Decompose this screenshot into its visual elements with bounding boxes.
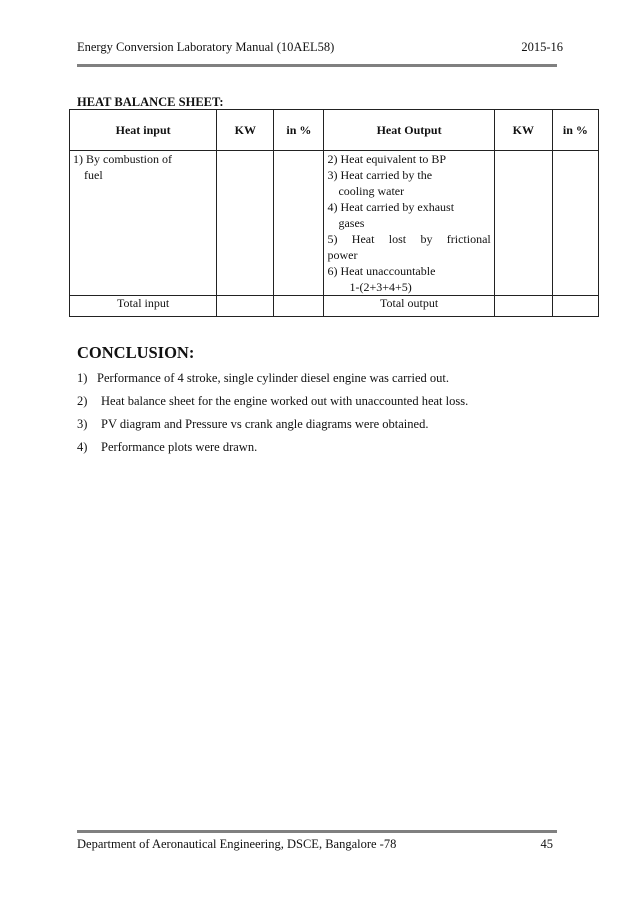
input-line: 1) By combustion of bbox=[73, 152, 172, 166]
heat-output-cell bbox=[324, 151, 494, 296]
list-item: 4) Performance plots were drawn. bbox=[77, 440, 258, 454]
input-line: fuel bbox=[84, 168, 103, 182]
academic-year: 2015-16 bbox=[521, 40, 563, 54]
col-heat-input: Heat input bbox=[70, 110, 217, 151]
header-divider bbox=[77, 64, 557, 67]
manual-title: Energy Conversion Laboratory Manual (10AEL58) bbox=[77, 40, 335, 54]
page-header bbox=[77, 40, 563, 58]
col-heat-output: Heat Output bbox=[324, 110, 494, 151]
col-percent-output: in % bbox=[552, 110, 598, 151]
output-line: 4) Heat carried by exhaust bbox=[327, 200, 455, 214]
output-line: gases bbox=[338, 216, 365, 230]
output-line: 2) Heat equivalent to BP bbox=[327, 152, 447, 166]
output-line: cooling water bbox=[338, 184, 405, 198]
kw-input-cell bbox=[217, 151, 274, 296]
total-output-cell: Total output bbox=[324, 296, 494, 317]
total-input-cell: Total input bbox=[70, 296, 217, 317]
output-line-justified: 5) Heat lost by frictional bbox=[327, 232, 491, 246]
page-number: 45 bbox=[540, 837, 553, 851]
output-line: 1-(2+3+4+5) bbox=[349, 280, 412, 294]
table-header-row bbox=[70, 110, 599, 151]
conclusion-list bbox=[77, 370, 468, 462]
conclusion-title: CONCLUSION: bbox=[77, 343, 195, 362]
heat-balance-table bbox=[69, 109, 599, 317]
table-total-row bbox=[70, 296, 599, 317]
list-item: 3) PV diagram and Pressure vs crank angle diagrams were obtained. bbox=[77, 417, 429, 431]
col-kw-output: KW bbox=[494, 110, 552, 151]
col-percent-input: in % bbox=[274, 110, 324, 151]
heat-input-cell bbox=[70, 151, 217, 296]
section-title: HEAT BALANCE SHEET: bbox=[77, 95, 224, 109]
table-row bbox=[70, 151, 599, 296]
list-item: 1) Performance of 4 stroke, single cylinder diesel engine was carried out. bbox=[77, 371, 449, 385]
footer-divider bbox=[77, 830, 557, 833]
col-kw-input: KW bbox=[217, 110, 274, 151]
output-line: 3) Heat carried by the bbox=[327, 168, 433, 182]
list-item: 2) Heat balance sheet for the engine worked out with unaccounted heat loss. bbox=[77, 394, 469, 408]
percent-input-cell bbox=[274, 151, 324, 296]
output-line: 6) Heat unaccountable bbox=[327, 264, 436, 278]
output-line: power bbox=[327, 248, 358, 262]
department-name: Department of Aeronautical Engineering, DSCE, Bangalore -78 bbox=[77, 837, 397, 851]
percent-output-cell bbox=[552, 151, 598, 296]
kw-output-cell bbox=[494, 151, 552, 296]
